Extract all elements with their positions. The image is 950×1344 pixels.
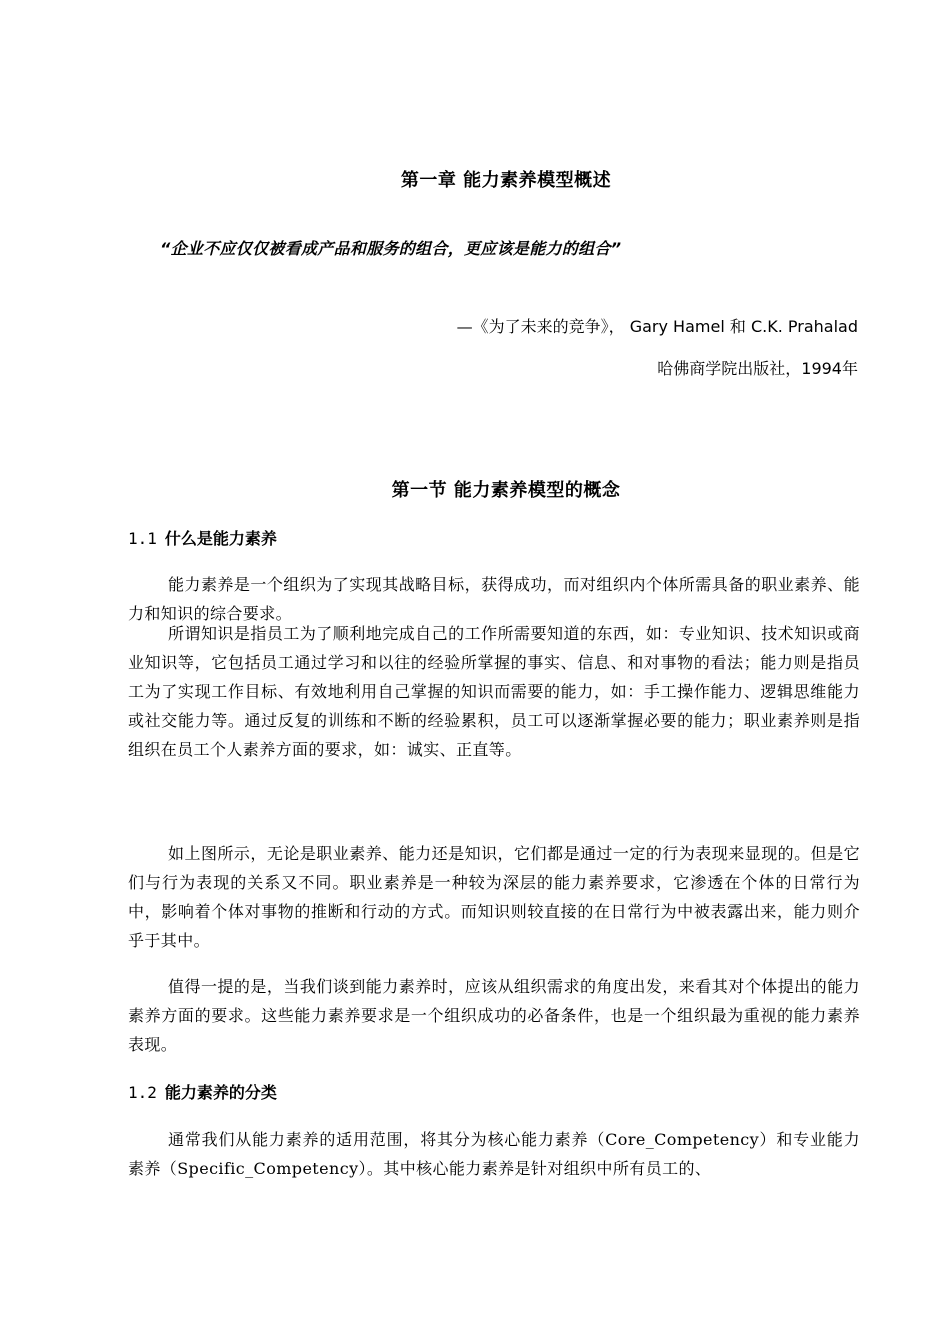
epigraph-attribution-publisher	[657, 356, 858, 379]
paragraph: 如上图所示，无论是职业素养、能力还是知识，它们都是通过一定的行为表现来显现的。但是它们与行为表现的关系又不同。职业素养是一种较为深层的能力素养要求，它渗透在个体的日常行为中，影响着个体对事物的推断和行动的方式。而知识则较直接的在日常行为中被表露出来，能力则介乎于其中。	[128, 844, 860, 950]
subsection-heading-1-1	[128, 526, 277, 549]
attribution-year: 1994	[801, 359, 842, 378]
subsection-title: 什么是能力素养	[164, 529, 277, 548]
attribution-book: —《为了未来的竞争》，	[456, 317, 625, 336]
epigraph-quote: “企业不应仅仅被看成产品和服务的组合，更应该是能力的组合”	[160, 239, 622, 258]
attribution-and: 和	[729, 317, 746, 336]
attribution-publisher: 哈佛商学院出版社，	[657, 359, 802, 378]
attribution-author-b: C.K. Prahalad	[750, 317, 858, 336]
paragraph: 所谓知识是指员工为了顺利地完成自己的工作所需要知道的东西，如：专业知识、技术知识或商业知识等，它包括员工通过学习和以往的经验所掌握的事实、信息、和对事物的看法；能力则是指员工为了实现工作目标、有效地利用自己掌握的知识而需要的能力，如：手工操作能力、逻辑思维能力或社交能力等。通过反复的训练和不断的经验累积，员工可以逐渐掌握必要的能力；职业素养则是指组织在员工个人素养方面的要求，如：诚实、正直等。	[128, 624, 860, 759]
section-title: 第一节 能力素养模型的概念	[391, 480, 621, 501]
subsection-heading-1-2	[128, 1080, 277, 1103]
chapter-title: 第一章 能力素养模型概述	[400, 170, 612, 191]
paragraph: 通常我们从能力素养的适用范围，将其分为核心能力素养（Core_Competency）和专业能力素养（Specific_Competency）。其中核心能力素养是针对组织中所有员工的、	[128, 1130, 860, 1178]
subsection-title: 能力素养的分类	[164, 1083, 277, 1102]
subsection-number: 1.1	[128, 529, 157, 548]
attribution-year-suffix: 年	[841, 359, 858, 378]
attribution-author-a: Gary Hamel	[629, 317, 725, 336]
subsection-number: 1.2	[128, 1083, 157, 1102]
paragraph: 能力素养是一个组织为了实现其战略目标，获得成功，而对组织内个体所需具备的职业素养、能力和知识的综合要求。	[128, 575, 860, 623]
paragraph: 值得一提的是，当我们谈到能力素养时，应该从组织需求的角度出发，来看其对个体提出的能力素养方面的要求。这些能力素养要求是一个组织成功的必备条件，也是一个组织最为重视的能力素养表现。	[128, 977, 860, 1054]
epigraph-attribution-source	[457, 314, 858, 337]
